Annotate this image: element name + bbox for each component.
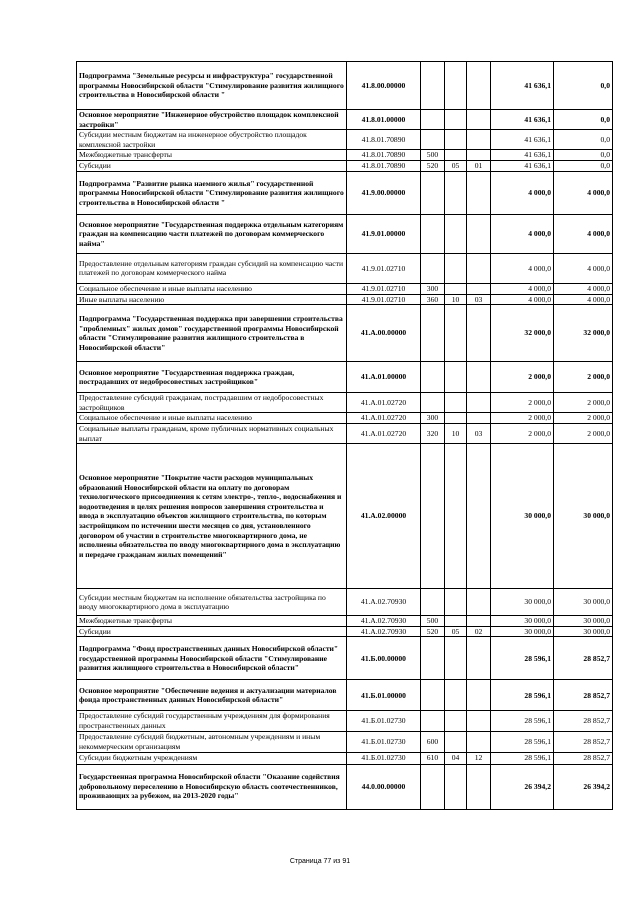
table-row bbox=[77, 160, 613, 171]
table-row bbox=[77, 110, 613, 130]
page-number: Страница 77 из 91 bbox=[289, 858, 351, 865]
table-row bbox=[77, 444, 613, 589]
row-sum-2: 0,0 bbox=[554, 62, 613, 110]
row-sum-2: 28 852,7 bbox=[554, 637, 613, 680]
table-row bbox=[77, 616, 613, 627]
row-sum-1: 41 636,1 bbox=[491, 130, 554, 150]
row-pr: 03 bbox=[467, 423, 491, 443]
row-sum-2: 0,0 bbox=[554, 110, 613, 130]
row-name: Субсидии bbox=[77, 160, 347, 171]
row-pr bbox=[467, 711, 491, 731]
row-code: 41.Б.01.02730 bbox=[347, 711, 421, 731]
row-sum-1: 30 000,0 bbox=[491, 444, 554, 589]
row-sum-1: 28 596,1 bbox=[491, 731, 554, 752]
table-row bbox=[77, 731, 613, 752]
row-sum-1: 32 000,0 bbox=[491, 305, 554, 362]
row-vr bbox=[421, 110, 445, 130]
row-name: Основное мероприятие "Государственная поддержка отдельным категориям граждан на компенсацию части платежей по договорам коммерческого найма" bbox=[77, 214, 347, 253]
row-rz bbox=[445, 413, 467, 424]
row-code: 41.A.01.02720 bbox=[347, 423, 421, 443]
row-code: 41.8.00.00000 bbox=[347, 62, 421, 110]
row-sum-2: 0,0 bbox=[554, 150, 613, 161]
row-sum-1: 30 000,0 bbox=[491, 626, 554, 637]
row-rz bbox=[445, 62, 467, 110]
row-code: 41.9.01.02710 bbox=[347, 253, 421, 283]
row-rz bbox=[445, 589, 467, 616]
row-vr bbox=[421, 589, 445, 616]
row-pr: 03 bbox=[467, 294, 491, 305]
row-vr: 320 bbox=[421, 423, 445, 443]
row-code: 41.A.01.00000 bbox=[347, 362, 421, 393]
row-vr bbox=[421, 305, 445, 362]
row-name: Предоставление субсидий государственным учреждениям для формирования пространственных данных bbox=[77, 711, 347, 731]
row-sum-1: 41 636,1 bbox=[491, 160, 554, 171]
row-name: Предоставление субсидий бюджетным, автономным учреждениям и иным некоммерческим организациям bbox=[77, 731, 347, 752]
row-sum-1: 30 000,0 bbox=[491, 616, 554, 627]
row-sum-1: 28 596,1 bbox=[491, 752, 554, 764]
row-pr bbox=[467, 413, 491, 424]
row-rz: 10 bbox=[445, 423, 467, 443]
row-sum-1: 2 000,0 bbox=[491, 393, 554, 413]
row-pr bbox=[467, 764, 491, 809]
budget-table-body bbox=[77, 62, 613, 810]
row-sum-2: 2 000,0 bbox=[554, 413, 613, 424]
row-rz bbox=[445, 253, 467, 283]
row-rz bbox=[445, 283, 467, 294]
row-code: 41.9.00.00000 bbox=[347, 171, 421, 214]
row-sum-1: 41 636,1 bbox=[491, 150, 554, 161]
row-code: 41.8.01.70890 bbox=[347, 130, 421, 150]
row-name: Субсидии bbox=[77, 626, 347, 637]
row-name: Иные выплаты населению bbox=[77, 294, 347, 305]
row-vr bbox=[421, 764, 445, 809]
row-pr bbox=[467, 680, 491, 711]
row-rz bbox=[445, 305, 467, 362]
row-vr bbox=[421, 214, 445, 253]
table-row bbox=[77, 283, 613, 294]
row-sum-2: 4 000,0 bbox=[554, 294, 613, 305]
row-sum-2: 4 000,0 bbox=[554, 253, 613, 283]
row-code: 41.8.01.70890 bbox=[347, 160, 421, 171]
row-sum-2: 2 000,0 bbox=[554, 393, 613, 413]
row-name: Подпрограмма "Фонд пространственных данных Новосибирской области" государственной программы Новосибирской области "Стимулирование развития жилищного строительства в Новосибирской области" bbox=[77, 637, 347, 680]
row-sum-1: 2 000,0 bbox=[491, 362, 554, 393]
row-sum-1: 30 000,0 bbox=[491, 589, 554, 616]
row-sum-2: 28 852,7 bbox=[554, 752, 613, 764]
row-code: 41.Б.00.00000 bbox=[347, 637, 421, 680]
row-rz bbox=[445, 150, 467, 161]
row-rz bbox=[445, 393, 467, 413]
row-rz bbox=[445, 764, 467, 809]
table-row bbox=[77, 362, 613, 393]
row-sum-2: 30 000,0 bbox=[554, 589, 613, 616]
row-sum-1: 4 000,0 bbox=[491, 283, 554, 294]
row-pr bbox=[467, 130, 491, 150]
row-pr bbox=[467, 589, 491, 616]
row-code: 41.9.01.02710 bbox=[347, 283, 421, 294]
row-code: 41.9.01.00000 bbox=[347, 214, 421, 253]
row-code: 41.A.01.02720 bbox=[347, 413, 421, 424]
row-code: 41.A.00.00000 bbox=[347, 305, 421, 362]
row-code: 41.A.01.02720 bbox=[347, 393, 421, 413]
row-name: Подпрограмма "Земельные ресурсы и инфраструктура" государственной программы Новосибирской области "Стимулирование развития жилищного строительства в Новосибирской области " bbox=[77, 62, 347, 110]
row-pr bbox=[467, 637, 491, 680]
row-vr bbox=[421, 711, 445, 731]
row-vr: 520 bbox=[421, 626, 445, 637]
row-vr: 520 bbox=[421, 160, 445, 171]
row-vr: 300 bbox=[421, 283, 445, 294]
row-pr bbox=[467, 214, 491, 253]
table-row bbox=[77, 711, 613, 731]
row-rz bbox=[445, 616, 467, 627]
row-rz: 05 bbox=[445, 160, 467, 171]
row-code: 44.0.00.00000 bbox=[347, 764, 421, 809]
table-row bbox=[77, 130, 613, 150]
row-code: 41.Б.01.00000 bbox=[347, 680, 421, 711]
row-vr bbox=[421, 130, 445, 150]
row-name: Субсидии бюджетным учреждениям bbox=[77, 752, 347, 764]
row-pr bbox=[467, 110, 491, 130]
table-row bbox=[77, 62, 613, 110]
row-vr bbox=[421, 444, 445, 589]
row-rz bbox=[445, 444, 467, 589]
row-vr: 500 bbox=[421, 616, 445, 627]
row-rz bbox=[445, 130, 467, 150]
budget-table bbox=[76, 61, 613, 810]
row-name: Основное мероприятие "Инженерное обустройство площадок комплексной застройки" bbox=[77, 110, 347, 130]
row-sum-2: 28 852,7 bbox=[554, 731, 613, 752]
row-rz bbox=[445, 362, 467, 393]
row-name: Межбюджетные трансферты bbox=[77, 150, 347, 161]
row-name: Социальное обеспечение и иные выплаты населению bbox=[77, 283, 347, 294]
row-sum-2: 30 000,0 bbox=[554, 444, 613, 589]
row-sum-1: 4 000,0 bbox=[491, 253, 554, 283]
row-rz bbox=[445, 680, 467, 711]
row-sum-2: 28 852,7 bbox=[554, 711, 613, 731]
row-sum-1: 28 596,1 bbox=[491, 637, 554, 680]
row-sum-2: 4 000,0 bbox=[554, 283, 613, 294]
table-row bbox=[77, 294, 613, 305]
row-name: Предоставление субсидий гражданам, пострадавшим от недобросовестных застройщиков bbox=[77, 393, 347, 413]
row-name: Основное мероприятие "Обеспечение ведения и актуализации материалов фонда пространственных данных Новосибирской области" bbox=[77, 680, 347, 711]
row-vr: 610 bbox=[421, 752, 445, 764]
row-sum-2: 30 000,0 bbox=[554, 616, 613, 627]
row-name: Социальное обеспечение и иные выплаты населению bbox=[77, 413, 347, 424]
row-rz: 05 bbox=[445, 626, 467, 637]
table-row bbox=[77, 423, 613, 443]
row-vr: 500 bbox=[421, 150, 445, 161]
table-row bbox=[77, 589, 613, 616]
row-pr bbox=[467, 444, 491, 589]
row-vr bbox=[421, 637, 445, 680]
row-name: Межбюджетные трансферты bbox=[77, 616, 347, 627]
row-sum-1: 4 000,0 bbox=[491, 294, 554, 305]
row-name: Субсидии местным бюджетам на исполнение обязательства застройщика по вводу многоквартирного дома в эксплуатацию bbox=[77, 589, 347, 616]
row-name: Основное мероприятие "Государственная поддержка граждан, пострадавших от недобросовестных застройщиков" bbox=[77, 362, 347, 393]
table-row bbox=[77, 626, 613, 637]
row-vr bbox=[421, 171, 445, 214]
row-sum-2: 2 000,0 bbox=[554, 423, 613, 443]
table-row bbox=[77, 214, 613, 253]
row-sum-2: 4 000,0 bbox=[554, 171, 613, 214]
row-sum-1: 28 596,1 bbox=[491, 711, 554, 731]
row-rz bbox=[445, 171, 467, 214]
row-sum-1: 2 000,0 bbox=[491, 423, 554, 443]
row-rz: 10 bbox=[445, 294, 467, 305]
table-row bbox=[77, 150, 613, 161]
row-sum-2: 26 394,2 bbox=[554, 764, 613, 809]
table-row bbox=[77, 764, 613, 809]
row-pr bbox=[467, 616, 491, 627]
row-sum-2: 30 000,0 bbox=[554, 626, 613, 637]
row-sum-1: 28 596,1 bbox=[491, 680, 554, 711]
row-sum-2: 28 852,7 bbox=[554, 680, 613, 711]
row-sum-2: 2 000,0 bbox=[554, 362, 613, 393]
row-vr: 600 bbox=[421, 731, 445, 752]
row-code: 41.A.02.70930 bbox=[347, 616, 421, 627]
row-sum-2: 32 000,0 bbox=[554, 305, 613, 362]
row-sum-1: 41 636,1 bbox=[491, 110, 554, 130]
row-pr bbox=[467, 253, 491, 283]
row-name: Предоставление отдельным категориям граждан субсидий на компенсацию части платежей по договорам коммерческого найма bbox=[77, 253, 347, 283]
row-pr: 12 bbox=[467, 752, 491, 764]
row-code: 41.Б.01.02730 bbox=[347, 752, 421, 764]
row-pr bbox=[467, 362, 491, 393]
row-name: Основное мероприятие "Покрытие части расходов муниципальных образований Новосибирской области на оплату по договорам технологического присоединения к сетям электро-, тепло-, водоснабжения и водоотведения в целях решения вопросов завершения строительства и ввода в эксплуатацию объектов жилищного строительства, по которым застройщиком по истечении шести месяцев со дня, установленного договором об участии в строительстве многоквартирного дома, не исполнены обязательства по вводу многоквартирного дома в эксплуатацию и передаче гражданам жилых помещений" bbox=[77, 444, 347, 589]
row-vr: 360 bbox=[421, 294, 445, 305]
row-sum-1: 4 000,0 bbox=[491, 214, 554, 253]
row-name: Субсидии местным бюджетам на инженерное обустройство площадок комплексной застройки bbox=[77, 130, 347, 150]
table-row bbox=[77, 305, 613, 362]
row-code: 41.A.02.00000 bbox=[347, 444, 421, 589]
row-pr bbox=[467, 62, 491, 110]
row-pr bbox=[467, 150, 491, 161]
row-name: Государственная программа Новосибирской области "Оказание содействия добровольному переселению в Новосибирскую область соотечественников, проживающих за рубежом, на 2013-2020 годы" bbox=[77, 764, 347, 809]
table-row bbox=[77, 637, 613, 680]
row-vr bbox=[421, 253, 445, 283]
row-pr bbox=[467, 305, 491, 362]
table-row bbox=[77, 413, 613, 424]
row-pr bbox=[467, 393, 491, 413]
row-pr bbox=[467, 283, 491, 294]
row-sum-2: 0,0 bbox=[554, 130, 613, 150]
row-sum-1: 41 636,1 bbox=[491, 62, 554, 110]
row-vr bbox=[421, 393, 445, 413]
row-code: 41.9.01.02710 bbox=[347, 294, 421, 305]
row-sum-1: 26 394,2 bbox=[491, 764, 554, 809]
row-sum-2: 0,0 bbox=[554, 160, 613, 171]
row-code: 41.Б.01.02730 bbox=[347, 731, 421, 752]
table-row bbox=[77, 171, 613, 214]
table-row bbox=[77, 393, 613, 413]
row-pr bbox=[467, 731, 491, 752]
row-rz bbox=[445, 731, 467, 752]
table-row bbox=[77, 680, 613, 711]
row-rz bbox=[445, 711, 467, 731]
row-name: Социальные выплаты гражданам, кроме публичных нормативных социальных выплат bbox=[77, 423, 347, 443]
row-code: 41.8.01.70890 bbox=[347, 150, 421, 161]
row-code: 41.A.02.70930 bbox=[347, 589, 421, 616]
row-vr bbox=[421, 62, 445, 110]
row-sum-1: 2 000,0 bbox=[491, 413, 554, 424]
row-sum-1: 4 000,0 bbox=[491, 171, 554, 214]
row-name: Подпрограмма "Государственная поддержка при завершении строительства "проблемных" жилых домов" государственной программы Новосибирской области "Стимулирование развития жилищного строительства в Новосибирской области" bbox=[77, 305, 347, 362]
row-rz bbox=[445, 637, 467, 680]
row-name: Подпрограмма "Развитие рынка наемного жилья" государственной программы Новосибирской области "Стимулирование развития жилищного строительства в Новосибирской области " bbox=[77, 171, 347, 214]
row-vr bbox=[421, 680, 445, 711]
row-code: 41.A.02.70930 bbox=[347, 626, 421, 637]
row-vr bbox=[421, 362, 445, 393]
row-rz bbox=[445, 214, 467, 253]
row-rz: 04 bbox=[445, 752, 467, 764]
row-sum-2: 4 000,0 bbox=[554, 214, 613, 253]
table-row bbox=[77, 253, 613, 283]
row-pr: 01 bbox=[467, 160, 491, 171]
row-pr: 02 bbox=[467, 626, 491, 637]
row-pr bbox=[467, 171, 491, 214]
row-rz bbox=[445, 110, 467, 130]
row-vr: 300 bbox=[421, 413, 445, 424]
row-code: 41.8.01.00000 bbox=[347, 110, 421, 130]
table-row bbox=[77, 752, 613, 764]
